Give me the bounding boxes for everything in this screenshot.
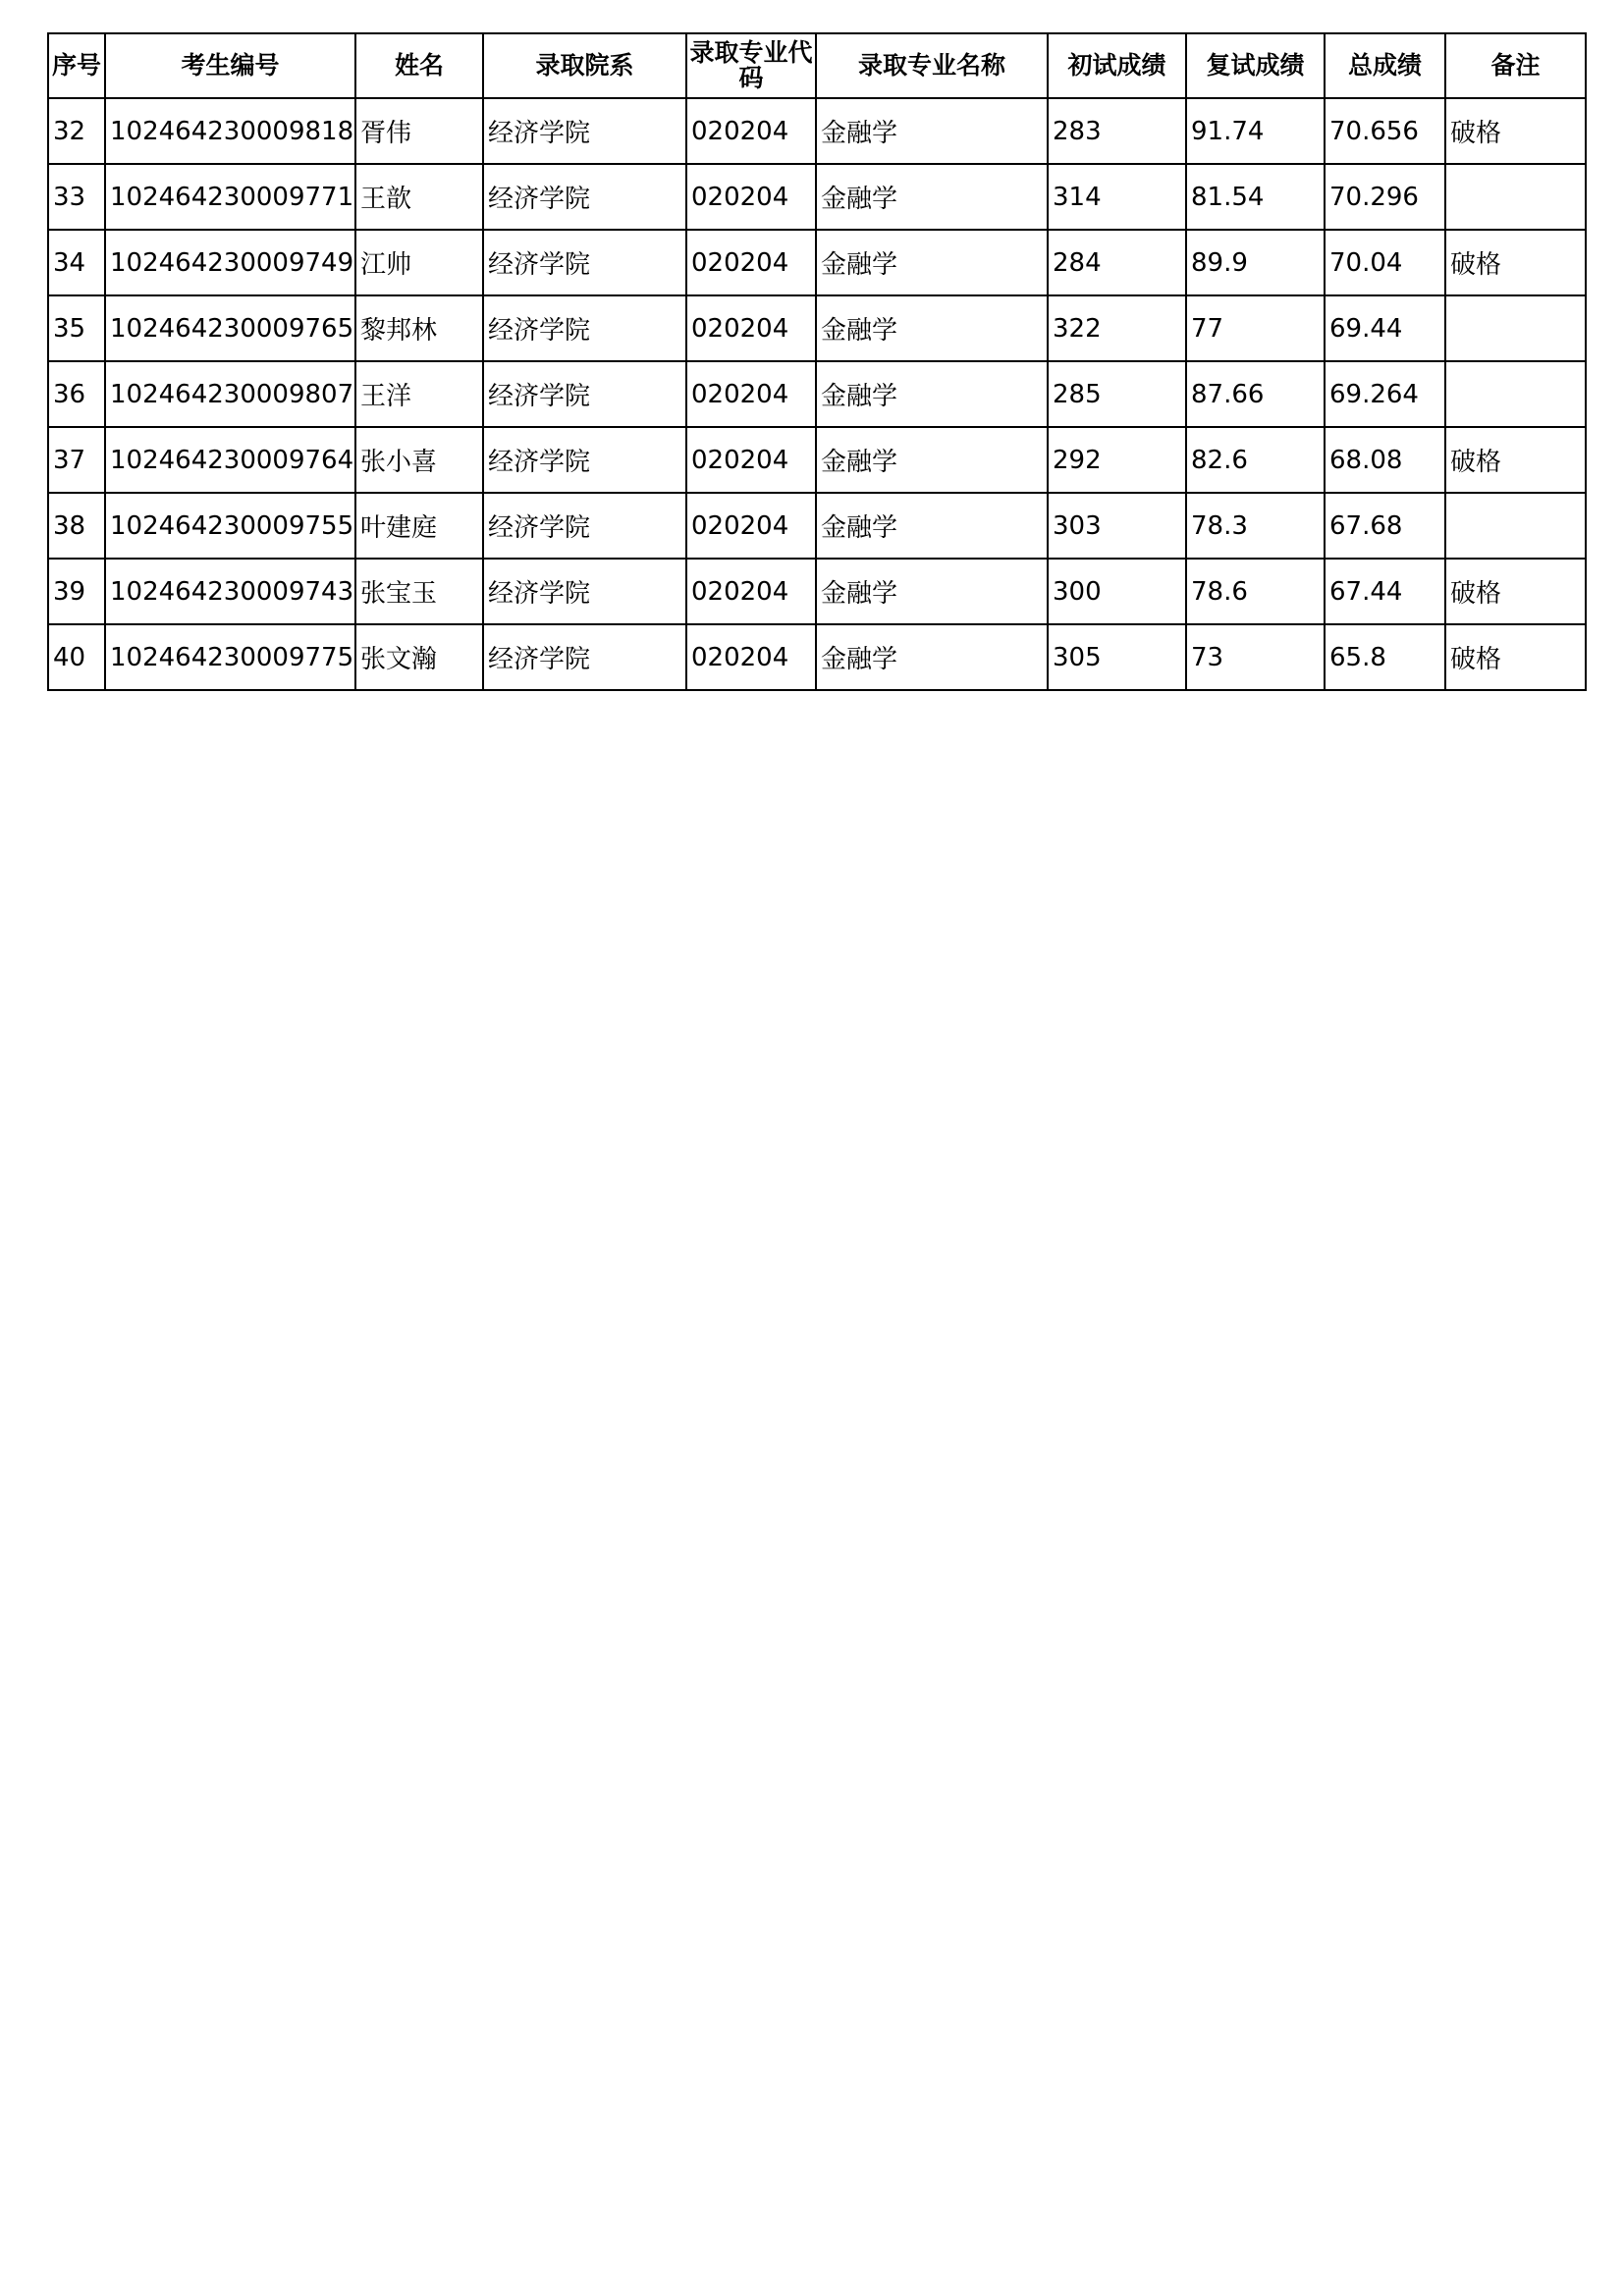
cell-major-name: 金融学 (816, 295, 1048, 361)
cell-total-score: 68.08 (1325, 427, 1445, 493)
cell-total-score: 67.44 (1325, 559, 1445, 624)
cell-major-name: 金融学 (816, 98, 1048, 164)
table-row (48, 624, 1586, 690)
cell-candidate-id: 102464230009775 (105, 624, 355, 690)
cell-retest-score: 91.74 (1186, 98, 1325, 164)
table-row (48, 164, 1586, 230)
cell-department: 经济学院 (483, 98, 686, 164)
cell-total-score: 67.68 (1325, 493, 1445, 559)
header-major-name: 录取专业名称 (816, 33, 1048, 98)
cell-department: 经济学院 (483, 624, 686, 690)
table-row (48, 295, 1586, 361)
header-prelim-score: 初试成绩 (1048, 33, 1186, 98)
cell-remarks (1445, 295, 1586, 361)
cell-department: 经济学院 (483, 427, 686, 493)
cell-major-code: 020204 (686, 230, 816, 295)
cell-seq: 32 (48, 98, 105, 164)
cell-department: 经济学院 (483, 295, 686, 361)
cell-prelim-score: 283 (1048, 98, 1186, 164)
cell-major-name: 金融学 (816, 427, 1048, 493)
cell-seq: 38 (48, 493, 105, 559)
cell-name: 张小喜 (355, 427, 483, 493)
cell-name: 王歆 (355, 164, 483, 230)
cell-retest-score: 78.6 (1186, 559, 1325, 624)
cell-major-code: 020204 (686, 164, 816, 230)
cell-major-name: 金融学 (816, 493, 1048, 559)
cell-remarks: 破格 (1445, 230, 1586, 295)
cell-major-code: 020204 (686, 559, 816, 624)
cell-major-code: 020204 (686, 98, 816, 164)
cell-department: 经济学院 (483, 493, 686, 559)
admission-table (47, 32, 1587, 691)
header-candidate-id: 考生编号 (105, 33, 355, 98)
cell-major-code: 020204 (686, 624, 816, 690)
cell-remarks: 破格 (1445, 427, 1586, 493)
table-row (48, 230, 1586, 295)
cell-retest-score: 73 (1186, 624, 1325, 690)
cell-department: 经济学院 (483, 164, 686, 230)
table-row (48, 98, 1586, 164)
cell-total-score: 70.04 (1325, 230, 1445, 295)
cell-prelim-score: 303 (1048, 493, 1186, 559)
cell-retest-score: 82.6 (1186, 427, 1325, 493)
cell-seq: 37 (48, 427, 105, 493)
cell-seq: 34 (48, 230, 105, 295)
cell-major-code: 020204 (686, 361, 816, 427)
cell-candidate-id: 102464230009765 (105, 295, 355, 361)
cell-candidate-id: 102464230009764 (105, 427, 355, 493)
header-total-score: 总成绩 (1325, 33, 1445, 98)
table-body (48, 98, 1586, 690)
cell-remarks (1445, 361, 1586, 427)
cell-prelim-score: 300 (1048, 559, 1186, 624)
cell-department: 经济学院 (483, 559, 686, 624)
cell-name: 张文瀚 (355, 624, 483, 690)
table-row (48, 427, 1586, 493)
header-seq: 序号 (48, 33, 105, 98)
cell-total-score: 65.8 (1325, 624, 1445, 690)
cell-candidate-id: 102464230009818 (105, 98, 355, 164)
cell-total-score: 70.296 (1325, 164, 1445, 230)
cell-seq: 35 (48, 295, 105, 361)
cell-seq: 39 (48, 559, 105, 624)
cell-retest-score: 78.3 (1186, 493, 1325, 559)
cell-total-score: 69.44 (1325, 295, 1445, 361)
header-retest-score: 复试成绩 (1186, 33, 1325, 98)
cell-candidate-id: 102464230009755 (105, 493, 355, 559)
cell-retest-score: 87.66 (1186, 361, 1325, 427)
cell-major-name: 金融学 (816, 559, 1048, 624)
cell-name: 黎邦林 (355, 295, 483, 361)
cell-seq: 40 (48, 624, 105, 690)
cell-candidate-id: 102464230009749 (105, 230, 355, 295)
cell-department: 经济学院 (483, 230, 686, 295)
table-row (48, 559, 1586, 624)
cell-total-score: 70.656 (1325, 98, 1445, 164)
header-name: 姓名 (355, 33, 483, 98)
cell-prelim-score: 314 (1048, 164, 1186, 230)
cell-remarks (1445, 164, 1586, 230)
cell-seq: 33 (48, 164, 105, 230)
cell-major-name: 金融学 (816, 624, 1048, 690)
header-department: 录取院系 (483, 33, 686, 98)
cell-candidate-id: 102464230009807 (105, 361, 355, 427)
cell-major-name: 金融学 (816, 164, 1048, 230)
cell-name: 王洋 (355, 361, 483, 427)
cell-candidate-id: 102464230009771 (105, 164, 355, 230)
table-row (48, 493, 1586, 559)
cell-prelim-score: 305 (1048, 624, 1186, 690)
cell-total-score: 69.264 (1325, 361, 1445, 427)
cell-name: 叶建庭 (355, 493, 483, 559)
cell-retest-score: 81.54 (1186, 164, 1325, 230)
cell-major-name: 金融学 (816, 361, 1048, 427)
header-major-code: 录取专业代码 (686, 33, 816, 98)
cell-prelim-score: 292 (1048, 427, 1186, 493)
cell-seq: 36 (48, 361, 105, 427)
cell-remarks (1445, 493, 1586, 559)
cell-major-code: 020204 (686, 493, 816, 559)
cell-major-name: 金融学 (816, 230, 1048, 295)
cell-name: 胥伟 (355, 98, 483, 164)
cell-name: 张宝玉 (355, 559, 483, 624)
table-header-row (48, 33, 1586, 98)
cell-candidate-id: 102464230009743 (105, 559, 355, 624)
cell-prelim-score: 322 (1048, 295, 1186, 361)
cell-prelim-score: 284 (1048, 230, 1186, 295)
cell-retest-score: 89.9 (1186, 230, 1325, 295)
table-row (48, 361, 1586, 427)
cell-remarks: 破格 (1445, 624, 1586, 690)
cell-retest-score: 77 (1186, 295, 1325, 361)
cell-name: 江帅 (355, 230, 483, 295)
cell-major-code: 020204 (686, 295, 816, 361)
header-remarks: 备注 (1445, 33, 1586, 98)
cell-department: 经济学院 (483, 361, 686, 427)
cell-major-code: 020204 (686, 427, 816, 493)
cell-remarks: 破格 (1445, 98, 1586, 164)
cell-remarks: 破格 (1445, 559, 1586, 624)
cell-prelim-score: 285 (1048, 361, 1186, 427)
